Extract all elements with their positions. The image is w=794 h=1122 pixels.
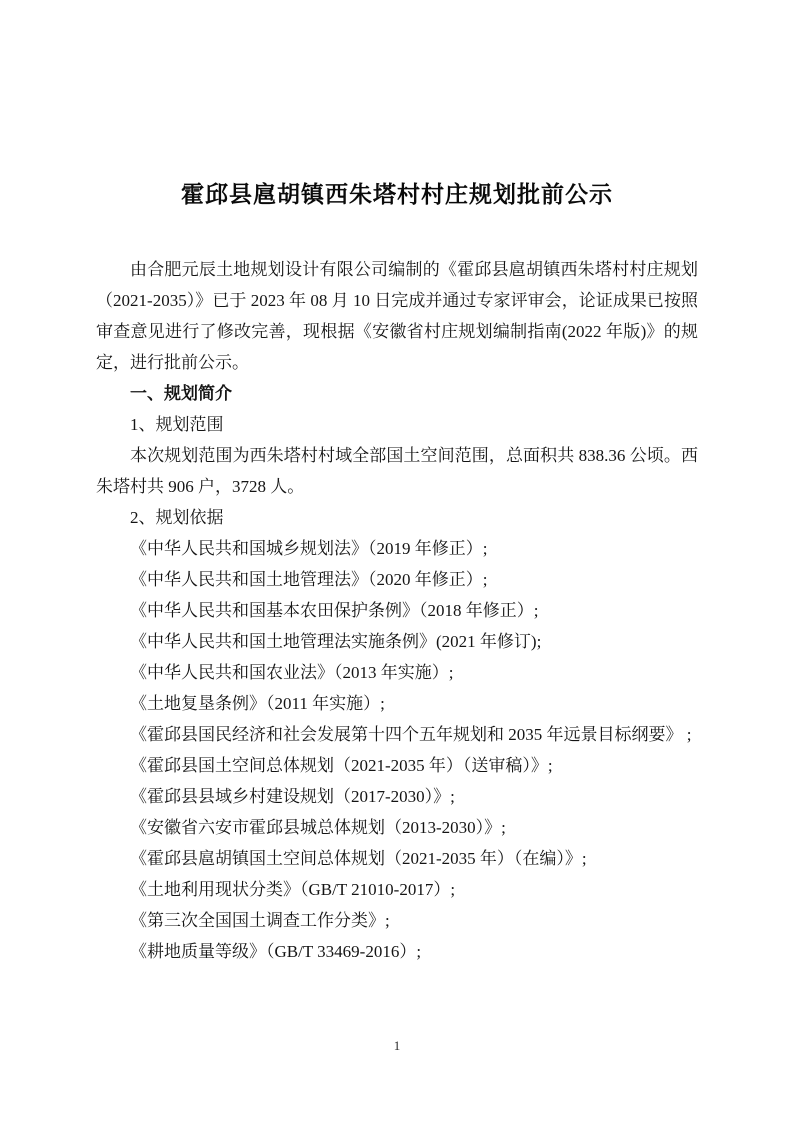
basis-item: 《霍邱县国土空间总体规划（2021-2035 年）（送审稿）》; [130, 756, 553, 775]
basis-item: 《土地复垦条例》（2011 年实施）; [130, 694, 385, 713]
page-number: 1 [393, 1038, 401, 1053]
document-title: 霍邱县扈胡镇西朱塔村村庄规划批前公示 [181, 182, 613, 207]
basis-item: 《中华人民共和国土地管理法实施条例》(2021 年修订); [130, 632, 542, 651]
basis-item: 《耕地质量等级》（GB/T 33469-2016）; [130, 942, 422, 961]
subsection-1-2-heading: 2、规划依据 [130, 508, 224, 527]
basis-item: 《中华人民共和国土地管理法》（2020 年修正）; [130, 570, 488, 589]
basis-item: 《中华人民共和国农业法》（2013 年实施）; [130, 663, 454, 682]
basis-item: 《中华人民共和国城乡规划法》（2019 年修正）; [130, 539, 488, 558]
document-body [96, 254, 698, 967]
planning-basis-list [96, 533, 698, 967]
basis-item: 《霍邱县扈胡镇国土空间总体规划（2021-2035 年）（在编）》; [130, 849, 587, 868]
basis-item: 《霍邱县县域乡村建设规划（2017-2030）》; [130, 787, 455, 806]
section-1-heading: 一、规划简介 [130, 384, 232, 403]
basis-item: 《霍邱县国民经济和社会发展第十四个五年规划和 2035 年远景目标纲要》 ; [130, 725, 692, 744]
basis-item: 《第三次全国国土调查工作分类》; [130, 911, 390, 930]
subsection-1-1-heading: 1、规划范围 [130, 415, 224, 434]
intro-paragraph: 由合肥元辰土地规划设计有限公司编制的《霍邱县扈胡镇西朱塔村村庄规划（2021-2035）》已于 2023 年 08 月 10 日完成并通过专家评审会，论证成果已按照审查意见进行了修改完善，现根据《安徽省村庄规划编制指南(2022 年版)》的规定，进行批前公示。 [96, 260, 698, 372]
basis-item: 《安徽省六安市霍邱县城总体规划（2013-2030）》; [130, 818, 506, 837]
basis-item: 《中华人民共和国基本农田保护条例》（2018 年修正）; [130, 601, 539, 620]
basis-item: 《土地利用现状分类》（GB/T 21010-2017）; [130, 880, 456, 899]
planning-scope-paragraph: 本次规划范围为西朱塔村村域全部国土空间范围，总面积共 838.36 公顷。西朱塔村共 906 户，3728 人。 [96, 446, 698, 496]
